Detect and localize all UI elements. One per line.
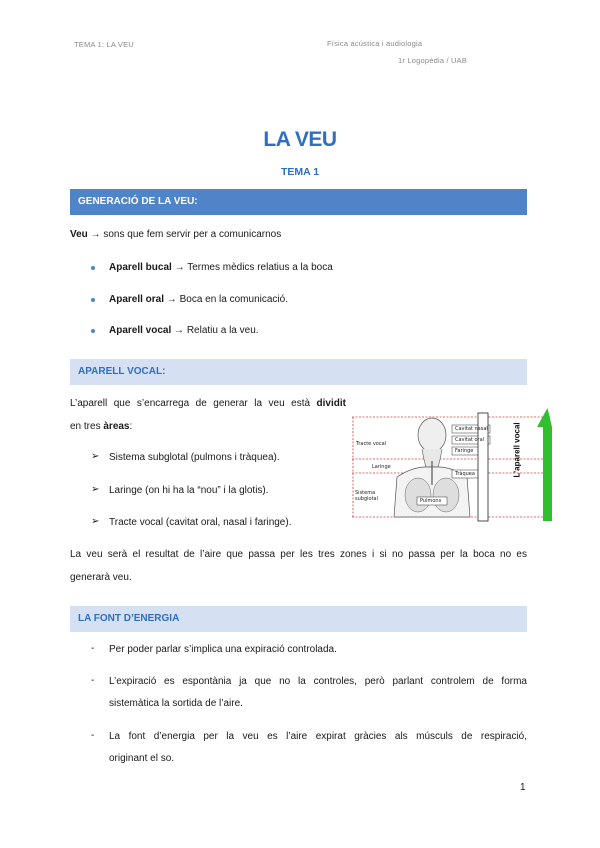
list-item: La font d’energia per la veu es l’aire expirat gràcies als músculs de respiració, [109, 731, 527, 742]
paragraph-emphasis: dividit [316, 398, 346, 409]
conclusion-line: generarà veu. [70, 572, 132, 583]
list-item: L’expiració es espontània ja que no la controles, però parlant controlem de forma [109, 676, 527, 687]
dash-bullet: - [91, 675, 95, 686]
page-subtitle: TEMA 1 [280, 166, 320, 178]
list-item [109, 293, 288, 307]
arrow-bullet-icon: ➢ [91, 451, 100, 462]
list-item [109, 261, 333, 275]
figure-label-laringe: Laringe [372, 464, 391, 470]
figure-vertical-label: L’aparell vocal [512, 422, 522, 478]
paragraph-text: : [129, 421, 133, 432]
list-item-text: → Termes mèdics relatius a la boca [171, 262, 333, 273]
list-item-term: Aparell bucal [109, 262, 172, 273]
list-item: Tracte vocal (cavitat oral, nasal i faringe). [109, 517, 292, 528]
figure-label-sistema: Sistema subglotal [355, 490, 378, 502]
page-number: 1 [520, 782, 526, 793]
figure-label-traquea: Tràquea [455, 471, 475, 477]
bullet-dot [91, 266, 95, 270]
list-item: Per poder parlar s’implica una expiració controlada. [109, 644, 337, 655]
arrow-bullet-icon: ➢ [91, 484, 100, 495]
list-item: Laringe (on hi ha la “nou” i la glotis). [109, 485, 269, 496]
paragraph-line [70, 397, 346, 411]
figure-label-faringe: Faringe [455, 448, 474, 454]
figure-label-pulmons: Pulmons [420, 498, 442, 504]
section-heading-font: LA FONT D’ENERGIA [70, 606, 527, 632]
list-item-continuation: originant el so. [109, 753, 175, 764]
paragraph-text: en tres [70, 421, 104, 432]
section-heading-aparell: APARELL VOCAL: [70, 359, 527, 385]
bullet-dot [91, 298, 95, 302]
conclusion-line: La veu serà el resultat de l’aire que passa per les tres zones i si no passa per la boca no es [70, 549, 527, 560]
header-program: 1r Logopèdia / UAB [398, 56, 468, 65]
header-chapter: TEMA 1: LA VEU [74, 40, 134, 49]
paragraph-text: L’aparell que s’encarrega de generar la veu està [70, 398, 317, 409]
page-title: LA VEU [263, 128, 337, 151]
figure-label-tracte: Tracte vocal [356, 441, 387, 447]
list-item-continuation: sistemàtica la sortida de l’aire. [109, 698, 243, 709]
dash-bullet: - [91, 730, 95, 741]
intro-definition: → sons que fem servir per a comunicarnos [87, 229, 282, 240]
intro-term: Veu [70, 229, 88, 240]
header-course: Física acústica i audiologia [327, 39, 423, 48]
paragraph-line [70, 420, 132, 434]
intro-line [70, 228, 281, 242]
figure-label-cavitat-nasal: Cavitat nasal [455, 426, 488, 432]
dash-bullet: - [91, 643, 95, 654]
list-item-term: Aparell oral [109, 294, 165, 305]
list-item: Sistema subglotal (pulmons i tràquea). [109, 452, 280, 463]
figure-label-cavitat-oral: Cavitat oral [455, 437, 485, 443]
list-item-text: → Boca en la comunicació. [164, 294, 288, 305]
list-item-term: Aparell vocal [109, 325, 172, 336]
arrow-bullet-icon: ➢ [91, 516, 100, 527]
bullet-dot [91, 329, 95, 333]
list-item-text: → Relatiu a la veu. [171, 325, 259, 336]
section-heading-generacio: GENERACIÓ DE LA VEU: [70, 189, 527, 215]
list-item [109, 324, 259, 338]
vocal-apparatus-figure [352, 405, 552, 525]
paragraph-emphasis: àreas [103, 421, 130, 432]
